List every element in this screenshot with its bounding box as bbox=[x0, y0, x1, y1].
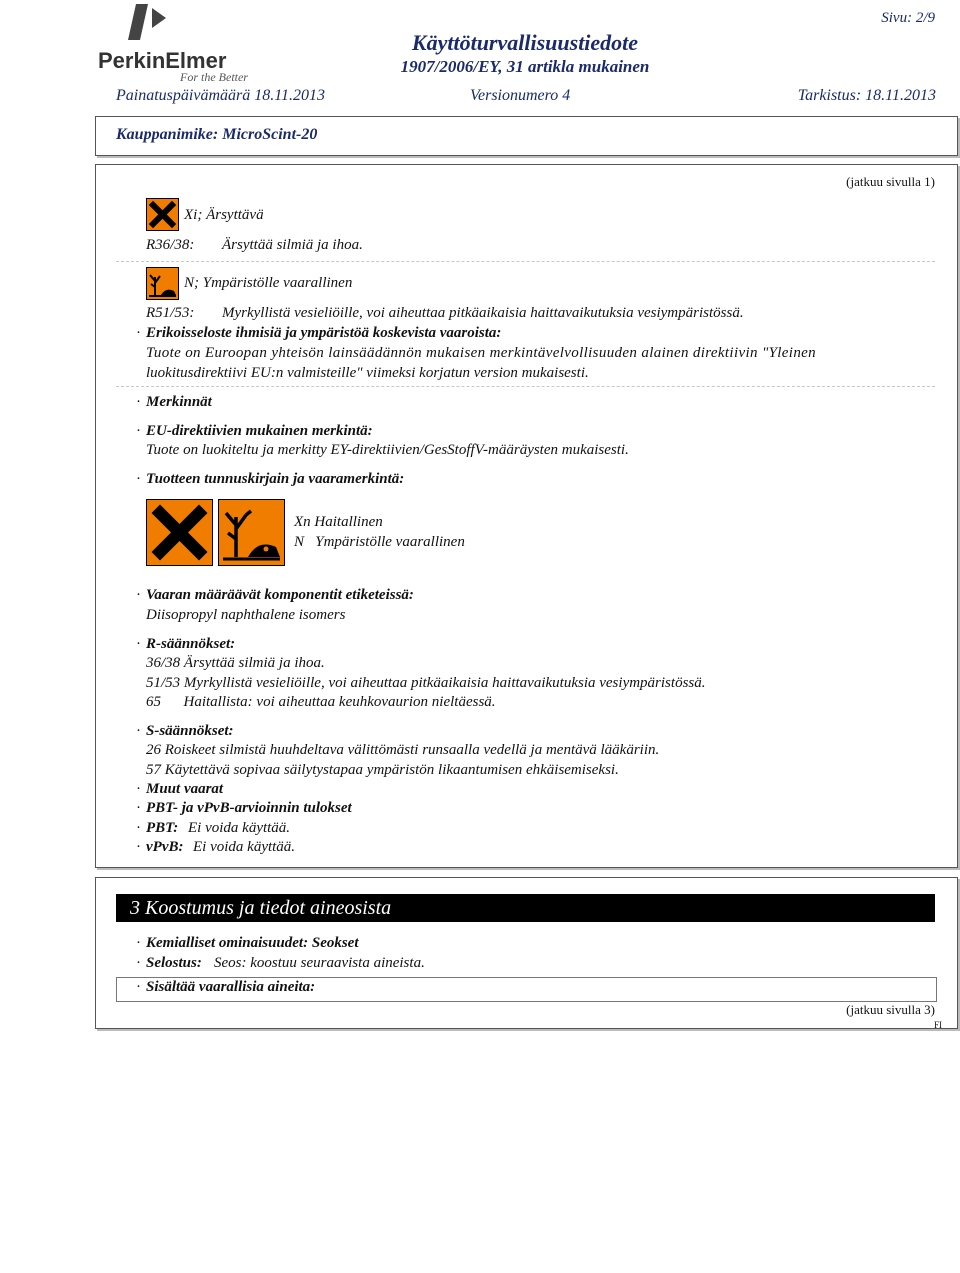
bullet: · bbox=[136, 325, 141, 341]
bullet: · bbox=[136, 394, 141, 410]
trade-name: Kauppanimike: MicroScint-20 bbox=[116, 126, 318, 143]
bullet: · bbox=[136, 800, 141, 816]
bullet: · bbox=[136, 935, 141, 951]
eu-directive-text: Tuote on luokiteltu ja merkitty EY-direktiivien/GesStoffV-määräysten mukaisesti. bbox=[146, 442, 629, 458]
r-phrases-heading: R-säännökset: bbox=[146, 636, 236, 652]
page-number: Sivu: 2/9 bbox=[881, 10, 935, 26]
bullet: · bbox=[136, 839, 141, 855]
r-phrase-item: 51/53 Myrkyllistä vesieliöille, voi aiheuttaa pitkäaikaisia haittavaikutuksia vesiympäristössä. bbox=[146, 675, 706, 691]
components-heading: Vaaran määräävät komponentit etiketeissä: bbox=[146, 587, 414, 603]
revision-date: Tarkistus: 18.11.2013 bbox=[797, 87, 936, 104]
print-date: Painatuspäivämäärä 18.11.2013 bbox=[116, 87, 326, 104]
xn-label: Xn Haitallinen bbox=[294, 514, 383, 530]
eu-directive-heading: EU-direktiivien mukainen merkintä: bbox=[146, 423, 373, 439]
s-phrases-heading: S-säännökset: bbox=[146, 723, 234, 739]
logo-tagline-text: For the Better bbox=[180, 70, 248, 84]
vpvb-label: vPvB: bbox=[146, 839, 184, 855]
section-3-title: 3 Koostumus ja tiedot aineosista bbox=[130, 897, 392, 919]
chemical-characterization: Kemialliset ominaisuudet: Seokset bbox=[146, 935, 359, 951]
other-hazards-heading: Muut vaarat bbox=[146, 781, 224, 797]
bullet: · bbox=[136, 979, 141, 995]
n-label-large: N Ympäristölle vaarallinen bbox=[294, 534, 465, 550]
xi-hazard-icon bbox=[146, 198, 179, 231]
s-phrase-item: 26 Roiskeet silmistä huuhdeltava välittömästi runsaalla vedellä ja mentävä lääkäriin. bbox=[146, 742, 660, 758]
dangerous-components-heading: Sisältää vaarallisia aineita: bbox=[146, 979, 316, 995]
bullet: · bbox=[136, 820, 141, 836]
components-value: Diisopropyl naphthalene isomers bbox=[146, 607, 346, 623]
document-subtitle: 1907/2006/EY, 31 artikla mukainen bbox=[400, 57, 650, 76]
pbt-label: PBT: bbox=[146, 820, 179, 836]
divider bbox=[116, 261, 935, 262]
document-title: Käyttöturvallisuustiedote bbox=[411, 30, 639, 55]
bullet: · bbox=[136, 471, 141, 487]
special-hazards-line-1: Tuote on Euroopan yhteisön lainsäädännön mukaisen merkintävelvollisuuden alainen direktiivin "Yleinen bbox=[146, 345, 817, 361]
description-label: Selostus: bbox=[146, 955, 202, 971]
language-code: FI bbox=[933, 1020, 942, 1030]
pbt-vpvb-heading: PBT- ja vPvB-arvioinnin tulokset bbox=[146, 800, 352, 816]
bullet: · bbox=[136, 636, 141, 652]
perkinelmer-logo bbox=[96, 2, 261, 84]
bullet: · bbox=[136, 723, 141, 739]
r36-code: R36/38: bbox=[146, 237, 195, 253]
special-hazards-heading: Erikoisseloste ihmisiä ja ympäristöä koskevista vaaroista: bbox=[146, 325, 502, 341]
r51-code: R51/53: bbox=[146, 305, 195, 321]
bullet: · bbox=[136, 423, 141, 439]
labelling-heading: Merkinnät bbox=[146, 394, 212, 410]
bullet: · bbox=[136, 955, 141, 971]
pbt-value: Ei voida käyttää. bbox=[188, 820, 291, 836]
description-value: Seos: koostuu seuraavista aineista. bbox=[214, 955, 425, 971]
xn-hazard-icon bbox=[146, 499, 213, 566]
divider bbox=[116, 386, 935, 387]
n-environment-large-icon bbox=[218, 499, 285, 566]
n-environment-icon bbox=[146, 267, 179, 300]
continued-to: (jatkuu sivulla 3) bbox=[846, 1002, 935, 1017]
bullet: · bbox=[136, 781, 141, 797]
xi-label: Xi; Ärsyttävä bbox=[184, 207, 264, 223]
r51-text: Myrkyllistä vesieliöille, voi aiheuttaa pitkäaikaisia haittavaikutuksia vesiympäristössä. bbox=[222, 305, 744, 321]
vpvb-value: Ei voida käyttää. bbox=[193, 839, 296, 855]
symbols-heading: Tuotteen tunnuskirjain ja vaaramerkintä: bbox=[146, 471, 405, 487]
special-hazards-line-2: luokitusdirektiivi EU:n valmisteille" viimeksi korjatun version mukaisesti. bbox=[146, 365, 589, 381]
logo-brand-text: PerkinElmer bbox=[98, 48, 227, 73]
bullet: · bbox=[136, 587, 141, 603]
r-phrase-item: 65 Haitallista: voi aiheuttaa keuhkovaurion nieltäessä. bbox=[146, 694, 496, 710]
version-number: Versionumero 4 bbox=[470, 87, 571, 104]
n-label: N; Ympäristölle vaarallinen bbox=[184, 275, 353, 291]
r-phrase-item: 36/38 Ärsyttää silmiä ja ihoa. bbox=[146, 655, 325, 671]
r36-text: Ärsyttää silmiä ja ihoa. bbox=[222, 237, 363, 253]
s-phrase-item: 57 Käytettävä sopivaa säilytystapaa ympäristön likaantumisen ehkäisemiseksi. bbox=[146, 762, 619, 778]
continued-from: (jatkuu sivulla 1) bbox=[846, 174, 935, 189]
